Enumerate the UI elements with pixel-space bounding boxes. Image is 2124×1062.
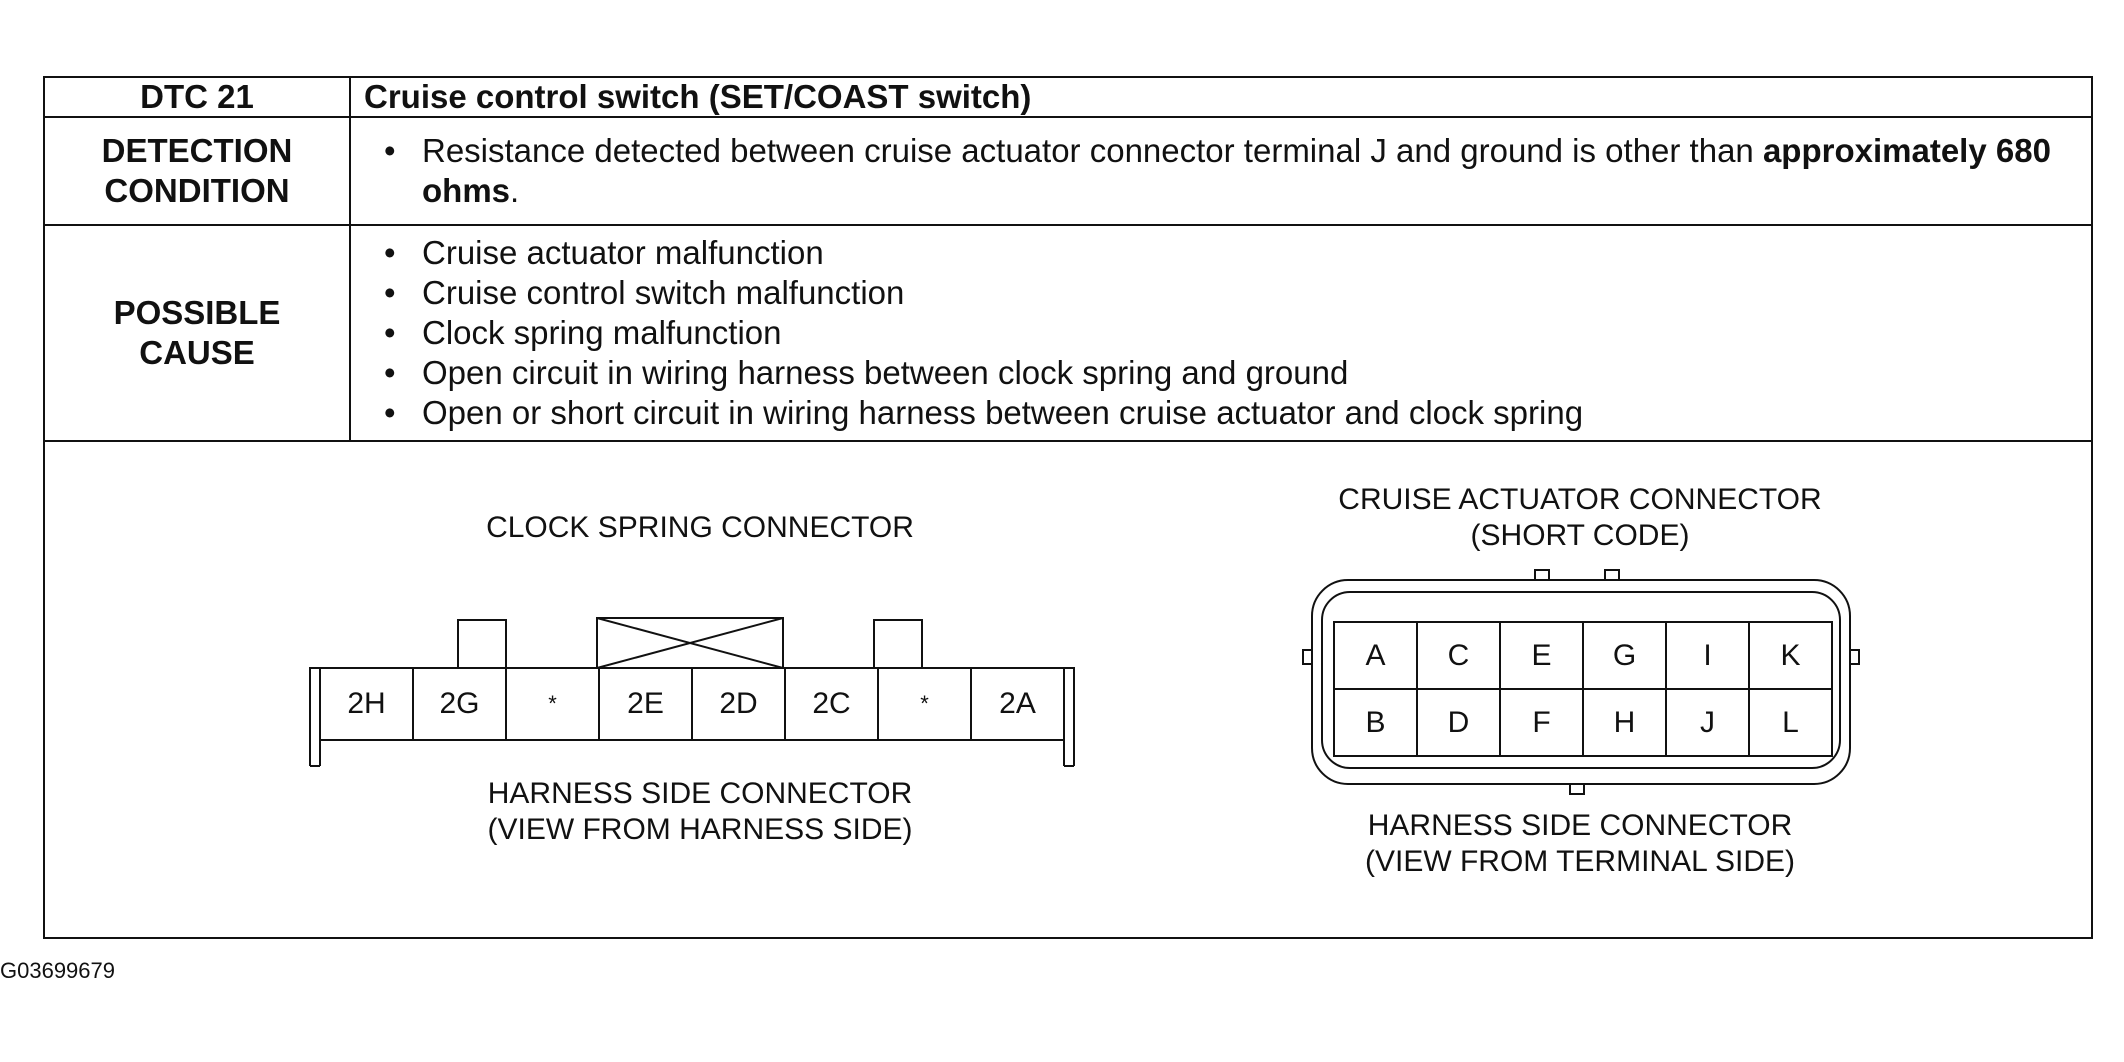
pin-unused: * bbox=[548, 691, 557, 716]
cruise-actuator-caption-line2: (VIEW FROM TERMINAL SIDE) bbox=[1364, 845, 1796, 878]
dtc-title: Cruise control switch (SET/COAST switch) bbox=[364, 78, 1032, 115]
cause-item: • Open circuit in wiring harness between clock spring and ground bbox=[384, 353, 1583, 393]
pin-unused: * bbox=[920, 691, 929, 716]
figure-id: G03699679 bbox=[0, 958, 115, 983]
pin-d: D bbox=[1447, 705, 1470, 739]
pin-j: J bbox=[1700, 705, 1715, 739]
pin-a: A bbox=[1365, 638, 1386, 672]
dtc-code: DTC 21 bbox=[140, 78, 254, 115]
cause-item: • Cruise actuator malfunction bbox=[384, 233, 1583, 273]
cruise-actuator-title-line2: (SHORT CODE) bbox=[1470, 519, 1690, 552]
clock-spring-caption-line1: HARNESS SIDE CONNECTOR bbox=[487, 777, 913, 810]
pin-e: E bbox=[1531, 638, 1552, 672]
pin-k: K bbox=[1780, 638, 1801, 672]
detection-condition-text: • Resistance detected between cruise actuator connector terminal J and ground is other than approximately 680 ohms. bbox=[384, 131, 2092, 211]
pin-2g: 2G bbox=[439, 687, 480, 720]
cruise-actuator-caption-line1: HARNESS SIDE CONNECTOR bbox=[1367, 809, 1793, 842]
cause-item: • Cruise control switch malfunction bbox=[384, 273, 1583, 313]
cause-item: • Clock spring malfunction bbox=[384, 313, 1583, 353]
pin-l: L bbox=[1782, 705, 1799, 739]
pin-2a: 2A bbox=[999, 687, 1036, 720]
pin-c: C bbox=[1447, 638, 1470, 672]
pin-f: F bbox=[1532, 705, 1551, 739]
pin-b: B bbox=[1365, 705, 1386, 739]
pin-2h: 2H bbox=[347, 687, 386, 720]
pin-h: H bbox=[1613, 705, 1636, 739]
pin-2d: 2D bbox=[719, 687, 758, 720]
clock-spring-title: CLOCK SPRING CONNECTOR bbox=[486, 511, 914, 544]
cause-item: • Open or short circuit in wiring harness between cruise actuator and clock spring bbox=[384, 393, 1583, 433]
pin-2e: 2E bbox=[627, 687, 664, 720]
clock-spring-caption-line2: (VIEW FROM HARNESS SIDE) bbox=[487, 813, 913, 846]
pin-g: G bbox=[1612, 638, 1637, 672]
pin-2c: 2C bbox=[812, 687, 851, 720]
detection-condition-header: DETECTION CONDITION bbox=[101, 132, 293, 209]
possible-cause-header: POSSIBLE CAUSE bbox=[113, 294, 281, 371]
pin-i: I bbox=[1703, 638, 1712, 672]
cruise-actuator-title-line1: CRUISE ACTUATOR CONNECTOR bbox=[1338, 483, 1822, 516]
